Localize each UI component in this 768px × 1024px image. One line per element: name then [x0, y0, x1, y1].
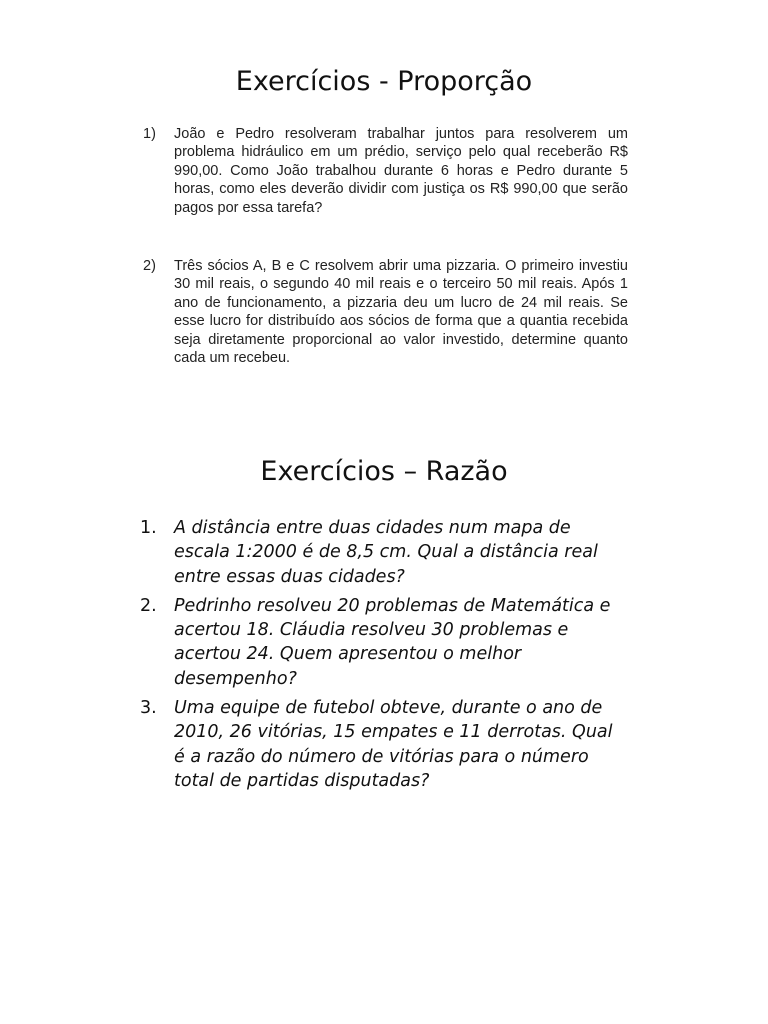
exercise-number: 2)	[143, 258, 156, 275]
razao-exercise-3	[140, 696, 620, 793]
razao-exercise-2	[140, 594, 620, 691]
exercise-number: 1.	[140, 518, 157, 538]
exercise-text: Três sócios A, B e C resolvem abrir uma pizzaria. O primeiro investiu 30 mil reais, o segundo 40 mil reais e o terceiro 50 mil reais. Após 1 ano de funcionamento, a pizzaria deu um lucro de 24 mil reais. Se esse lucro for distribuído aos sócios de forma que a quantia recebida seja diretamente proporcional ao valor investido, determine quanto cada um recebeu.	[174, 258, 628, 367]
proporcao-exercise-1	[143, 125, 628, 217]
exercise-number: 1)	[143, 126, 156, 142]
exercise-text: João e Pedro resolveram trabalhar juntos para resolverem um problema hidráulico em um prédio, serviço pelo qual receberão R$ 990,00. Como João trabalhou durante 6 horas e Pedro durante 5 horas, como eles deverão dividir com justiça os R$ 990,00 que serão pagos por essa tarefa?	[174, 126, 628, 216]
exercise-text: Uma equipe de futebol obteve, durante o ano de 2010, 26 vitórias, 15 empates e 11 derrotas. Qual é a razão do número de vitórias para o número total de partidas disputadas?	[174, 698, 613, 791]
proporcao-exercise-list	[143, 125, 628, 367]
exercise-text: Pedrinho resolveu 20 problemas de Matemática e acertou 18. Cláudia resolveu 30 problemas e acertou 24. Quem apresentou o melhor desempenho?	[174, 595, 611, 689]
razao-title: Exercícios – Razão	[260, 456, 508, 487]
razao-exercise-1	[140, 516, 620, 589]
razao-exercise-list	[140, 516, 620, 793]
exercise-text: A distância entre duas cidades num mapa de escala 1:2000 é de 8,5 cm. Qual a distância real entre essas duas cidades?	[174, 518, 598, 587]
proporcao-title: Exercícios - Proporção	[235, 66, 533, 97]
exercise-number: 2.	[140, 595, 157, 616]
exercise-number: 3.	[140, 698, 157, 719]
proporcao-exercise-2	[143, 257, 628, 367]
